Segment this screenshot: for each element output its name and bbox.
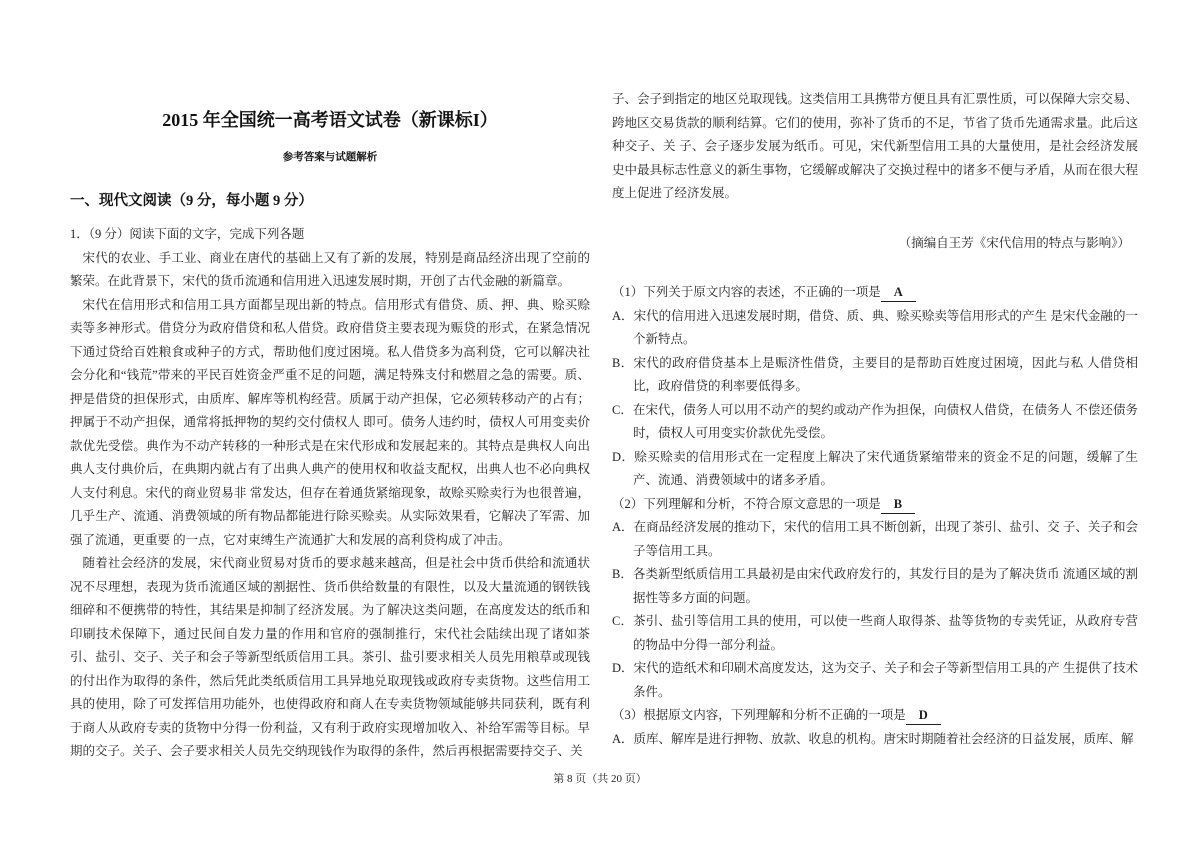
passage-attribution: （摘编自王芳《宋代信用的特点与影响》）: [898, 235, 1130, 250]
passage-paragraph-1: 宋代的农业、手工业、商业在唐代的基础上又有了新的发展，特别是商品经济出现了空前的繁荣。在此背景下，宋代的货币流通和信用进入迅速发展时期，开创了古代金融的新篇章。: [70, 250, 590, 288]
question-1-answer: A: [881, 284, 916, 302]
page-number-footer: 第 8 页（共 20 页）: [553, 773, 647, 785]
question-2-option-b: B．各类新型纸质信用工具最初是由宋代政府发行的，其发行目的是为了解决货币 流通区域的割据性等多方面的问题。: [612, 567, 1138, 605]
right-column: [612, 88, 1138, 751]
question-2-stem: [612, 493, 1138, 517]
question-2-stem-text: （2）下列理解和分析，不符合原文意思的一项是: [612, 496, 881, 511]
question-1-option-b: B．宋代的政府借贷基本上是赈济性借贷，主要目的是帮助百姓度过困境，因此与私 人借贷相比，政府借贷的利率要低得多。: [612, 355, 1138, 393]
page-subtitle: 参考答案与试题解析: [282, 152, 378, 163]
question-2-option-d: D．宋代的造纸术和印刷术高度发达，这为交子、关子和会子等新型信用工具的产 生提供了技术条件。: [612, 661, 1138, 699]
question-1-option-c: C．在宋代，债务人可以用不动产的契约或动产作为担保，向债权人借贷，在债务人 不偿还债务时，债权人可用变实价款优先受偿。: [612, 402, 1138, 440]
question-3-option-a: A．质库、解库是进行押物、放款、收息的机构。唐宋时期随着社会经济的日益发展，质库、解: [612, 731, 1134, 746]
question-item-intro: 1．（9 分）阅读下面的文字，完成下列各题: [70, 227, 305, 241]
question-2-option-a: A．在商品经济发展的推动下，宋代的信用工具不断创新，出现了茶引、盐引、交 子、关子和会子等信用工具。: [612, 520, 1138, 558]
section-heading: 一、现代文阅读（9 分，每小题 9 分）: [70, 193, 313, 209]
passage-paragraph-2: 宋代在信用形式和信用工具方面都呈现出新的特点。信用形式有借贷、质、押、典、赊买赊卖等多神形式。借贷分为政府借贷和私人借贷。政府借贷主要表现为赈贷的形式，在紧急情况下通过贷给百姓粮食或种子的方式，帮助他们度过困境。私人借贷多为高利贷，它可以解决社会分化和“钱荒”带来的平民百姓资金严重不足的问题，满足特殊支付和燃眉之急的需要。质、押是借贷的担保形式，由质库、解库等机构经营。质属于动产担保，它必须转移动产的占有；押属于不动产担保，通常将抵押物的契约交付债权人 即可。债务人违约时，债权人可用变卖价款优先受偿。典作为不动产转移的一种形式是在宋代形成和发展起来的。其特点是典权人向出典人支付典价后，在典期内就占有了出典人典产的使用权和收益支配权，出典人也不必向典权人支付利息。宋代的商业贸易非 常发达，但存在着通货紧缩现象，故赊买赊卖行为也很普遍，几乎生产、流通、消费领域的所有物品都能进行除买赊卖。从实际效果看，它解决了军需、加强了流通，更重要 的一点，它对束缚生产流通扩大和发展的高利贷构成了冲击。: [70, 297, 590, 547]
question-3-stem: [612, 704, 1138, 728]
passage-paragraph-3: 随着社会经济的发展，宋代商业贸易对货币的要求越来越高，但是社会中货币供给和流通状况不尽理想，表现为货币流通区域的割据性、货币供给数量的有限性，以及大量流通的钢铁钱细碎和不便携带的特性，其结果是抑制了经济发展。为了解决这类问题，在高度发达的纸币和印刷技术保障下，通过民间自发力量的作用和官府的强制推行，宋代社会陆续出现了诸如茶引、盐引、交子、关子和会子等新型纸质信用工具。茶引、盐引要求相关人员先用粮草或现钱的付出作为取得的条件，然后凭此类纸质信用工具异地兑取现钱或政府专卖货物。这些信用工具的使用，除了可发挥信用功能外，也使得政府和商人在专卖货物领域能够共同获利，既有利于商人从政府专卖的货物中分得一份利益，又有利于政府实现增加收入、补给军需等目标。早期的交子。关子、会子要求相关人员先交纳现钱作为取得的条件，然后再根据需要持交子、关: [70, 556, 590, 758]
question-2-answer: B: [881, 496, 915, 514]
question-3-answer: D: [906, 707, 941, 725]
question-1-stem: [612, 281, 1138, 305]
passage-paragraph-continued: 子、会子到指定的地区兑取现钱。这类信用工具携带方便且具有汇票性质，可以保障大宗交易、跨地区交易货款的顺利结算。它们的使用，弥补了货币的不足，节省了货币先通需求量。此后这种交子、关 子、会子逐步发展为纸币。可见，宋代新型信用工具的大量使用，是社会经济发展史中最具标志性意义的新生事物，它缓解或解决了交换过程中的诸多不便与矛盾，从而在很大程度上促进了经济发展。: [612, 92, 1138, 200]
question-1-option-d: D．赊买赊卖的信用形式在一定程度上解决了宋代通货紧缩带来的资金不足的问题，缓解了生产、流通、消费领域中的诸多矛盾。: [612, 449, 1138, 487]
page-title: 2015 年全国统一高考语文试卷（新课标I）: [162, 110, 498, 130]
question-2-option-c: C．茶引、盐引等信用工具的使用，可以使一些商人取得茶、盐等货物的专卖凭证，从政府专营的物品中分得一部分利益。: [612, 614, 1138, 652]
question-3-stem-text: （3）根据原文内容，下列理解和分析不正确的一项是: [612, 708, 906, 722]
question-1-stem-text: （1）下列关于原文内容的表述，不正确的一项是: [612, 285, 881, 299]
left-column: [70, 0, 590, 764]
question-1-option-a: A．宋代的信用进入迅速发展时期，借贷、质、典、赊买赊卖等信用形式的产生 是宋代金融的一个新特点。: [612, 308, 1138, 346]
